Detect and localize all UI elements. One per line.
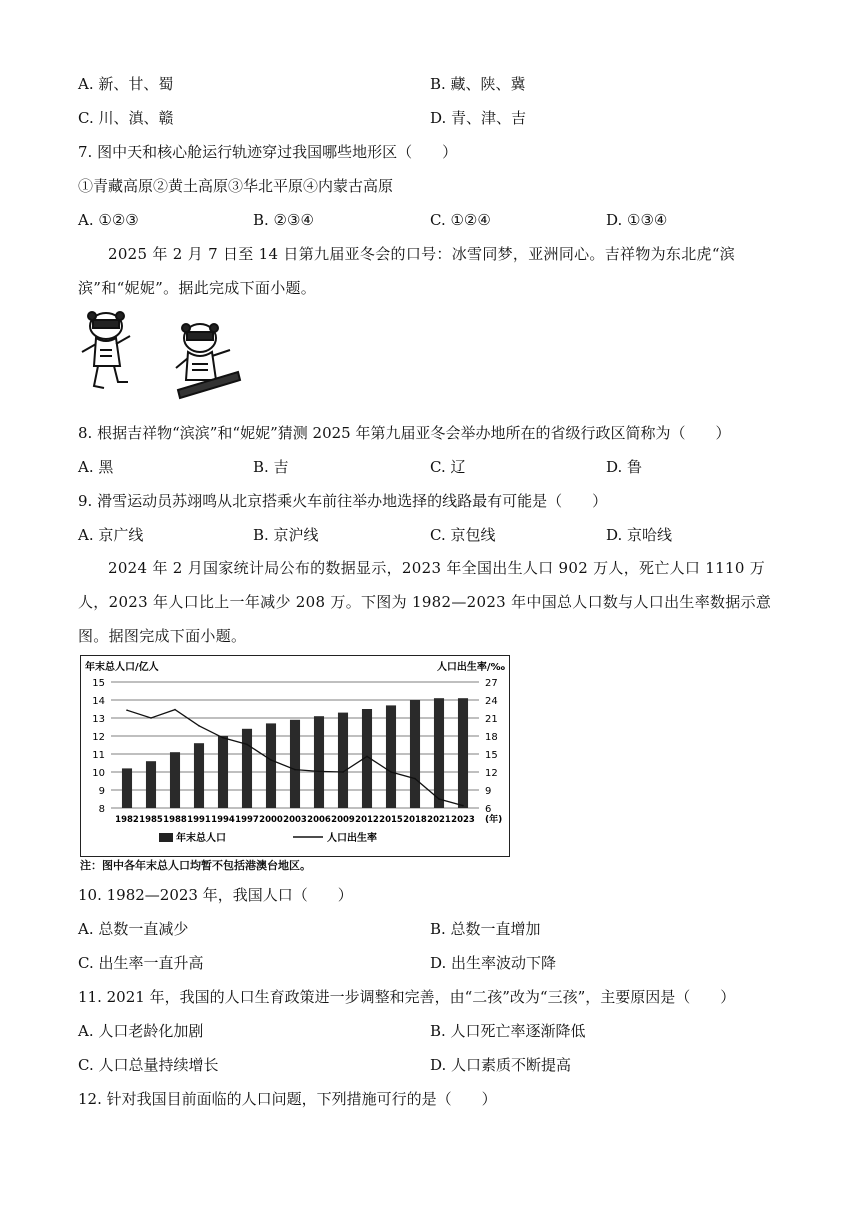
option-d: D. ①③④: [606, 211, 668, 229]
left-axis-label: 年末总人口/亿人: [85, 662, 159, 673]
population-bar: [386, 705, 396, 808]
x-tick-label: 2023: [451, 815, 475, 825]
population-bar: [170, 752, 180, 808]
population-bar: [146, 761, 156, 808]
right-tick-label: 18: [485, 732, 498, 743]
legend-swatch-bar: [159, 833, 173, 842]
left-tick-label: 12: [92, 732, 105, 743]
option-c: C. 川、滇、赣: [78, 109, 174, 127]
option-b: B. 吉: [253, 458, 289, 476]
x-tick-label: 1988: [163, 815, 187, 825]
x-tick-label: 1991: [187, 815, 211, 825]
option-a: A. 新、甘、蜀: [78, 75, 174, 93]
option-b: B. 人口死亡率逐渐降低: [430, 1022, 586, 1040]
x-tick-label: 2015: [379, 815, 403, 825]
chart-note: 注：图中各年末总人口均暂不包括港澳台地区。: [80, 859, 311, 872]
population-bar: [458, 698, 468, 808]
population-chart: [80, 655, 510, 857]
population-bar: [410, 700, 420, 808]
left-tick-label: 10: [92, 768, 105, 779]
x-tick-label: 2003: [283, 815, 307, 825]
x-tick-label: 2009: [331, 815, 355, 825]
x-tick-label: 2021: [427, 815, 451, 825]
population-bar: [338, 713, 348, 808]
option-a: A. 黑: [78, 458, 114, 476]
population-chart-svg: [81, 656, 509, 856]
option-c: C. 辽: [430, 458, 466, 476]
left-tick-label: 8: [98, 804, 105, 815]
option-b: B. 总数一直增加: [430, 920, 541, 938]
population-bar: [434, 698, 444, 808]
option-a: A. 京广线: [78, 526, 144, 544]
x-tick-label: 2000: [259, 815, 283, 825]
option-c: C. 出生率一直升高: [78, 954, 204, 972]
left-tick-label: 15: [92, 678, 105, 689]
option-b: B. 藏、陕、冀: [430, 75, 526, 93]
population-bar: [194, 743, 204, 808]
question-11-stem: 11. 2021 年，我国的人口生育政策进一步调整和完善，由“二孩”改为“三孩”，主要原因是（ ）: [78, 988, 736, 1006]
x-tick-label: 2006: [307, 815, 331, 825]
birthrate-point: [414, 778, 416, 780]
left-tick-label: 13: [92, 714, 105, 725]
birthrate-point: [342, 771, 344, 773]
legend-label-birthrate: 人口出生率: [327, 833, 377, 844]
right-tick-label: 24: [485, 696, 498, 707]
birthrate-point: [438, 798, 440, 800]
x-tick-label: 1985: [139, 815, 163, 825]
right-tick-label: 15: [485, 750, 498, 761]
right-tick-label: 12: [485, 768, 498, 779]
birthrate-point: [198, 725, 200, 727]
option-d: D. 青、津、吉: [430, 109, 527, 127]
option-d: D. 鲁: [606, 458, 643, 476]
question-12-stem: 12. 针对我国目前面临的人口问题，下列措施可行的是（ ）: [78, 1090, 497, 1108]
birthrate-point: [222, 737, 224, 739]
birthrate-point: [246, 744, 248, 746]
question-9-stem: 9. 滑雪运动员苏翊鸣从北京搭乘火车前往举办地选择的线路最有可能是（ ）: [78, 492, 608, 510]
right-tick-label: 9: [485, 786, 492, 797]
x-tick-label: 2012: [355, 815, 379, 825]
birthrate-point: [318, 771, 320, 773]
question-7-stem: 7. 图中天和核心舱运行轨迹穿过我国哪些地形区（ ）: [78, 143, 458, 161]
left-tick-label: 11: [92, 750, 105, 761]
passage-population-stats: 2024 年 2 月国家统计局公布的数据显示，2023 年全国出生人口 902 万人，死亡人口 1110 万人，2023 年人口比上一年减少 208 万。下图为 1982—2023 年中国总人口数与人口出生率数据示意图。据图完成下面小题。: [78, 559, 772, 645]
option-a: A. ①②③: [78, 211, 139, 229]
mascot-illustration: [78, 308, 248, 408]
birthrate-point: [126, 709, 128, 711]
population-bar: [314, 716, 324, 808]
birthrate-point: [366, 756, 368, 758]
birthrate-point: [270, 759, 272, 761]
population-bar: [290, 720, 300, 808]
legend-label-population: 年末总人口: [176, 833, 226, 844]
option-c: C. 人口总量持续增长: [78, 1056, 219, 1074]
right-tick-label: 21: [485, 714, 498, 725]
right-tick-label: 27: [485, 678, 498, 689]
population-bar: [266, 723, 276, 808]
option-a: A. 人口老龄化加剧: [78, 1022, 204, 1040]
question-8-stem: 8. 根据吉祥物“滨滨”和“妮妮”猜测 2025 年第九届亚冬会举办地所在的省级行政区简称为（ ）: [78, 424, 731, 442]
population-bar: [122, 768, 132, 808]
option-a: A. 总数一直减少: [78, 920, 189, 938]
question-10-stem: 10. 1982—2023 年，我国人口（ ）: [78, 886, 353, 904]
x-axis-unit: (年): [485, 815, 503, 825]
right-axis-label: 人口出生率/‰: [436, 662, 505, 673]
option-c: C. 京包线: [430, 526, 496, 544]
birthrate-point: [462, 805, 464, 807]
right-tick-label: 6: [485, 804, 492, 815]
left-tick-label: 14: [92, 696, 105, 707]
left-tick-label: 9: [98, 786, 105, 797]
birthrate-point: [150, 717, 152, 719]
passage-asian-winter-games: 2025 年 2 月 7 日至 14 日第九届亚冬会的口号：冰雪同梦，亚洲同心。吉祥物为东北虎“滨滨”和“妮妮”。据此完成下面小题。: [78, 245, 736, 297]
birthrate-point: [294, 769, 296, 771]
x-tick-label: 1982: [115, 815, 139, 825]
question-7-items: ①青藏高原②黄土高原③华北平原④内蒙古高原: [78, 177, 394, 195]
option-b: B. 京沪线: [253, 526, 319, 544]
birthrate-point: [174, 709, 176, 711]
option-d: D. 京哈线: [606, 526, 673, 544]
x-tick-label: 1994: [211, 815, 235, 825]
option-d: D. 出生率波动下降: [430, 954, 557, 972]
population-bar: [242, 729, 252, 808]
birthrate-point: [390, 771, 392, 773]
option-d: D. 人口素质不断提高: [430, 1056, 572, 1074]
x-tick-label: 1997: [235, 815, 259, 825]
x-tick-label: 2018: [403, 815, 427, 825]
option-b: B. ②③④: [253, 211, 314, 229]
option-c: C. ①②④: [430, 211, 491, 229]
population-bar: [218, 736, 228, 808]
